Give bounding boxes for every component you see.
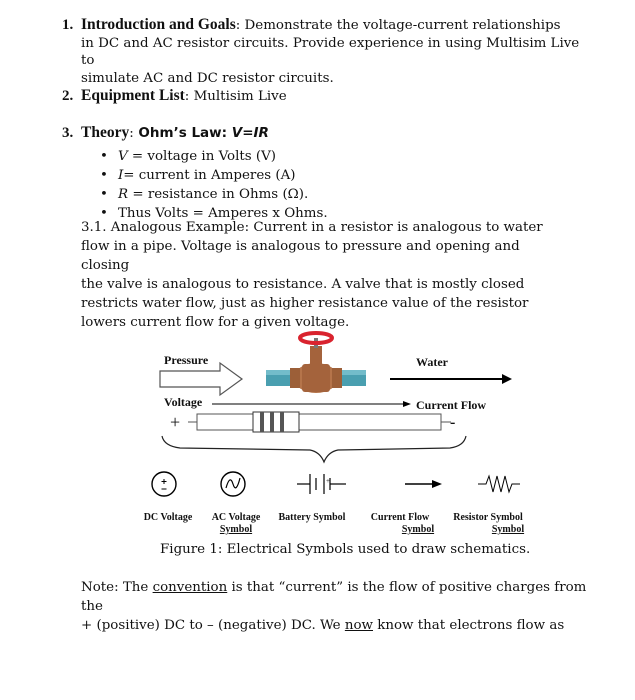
section-title: Equipment List (81, 87, 185, 104)
list-item: • R = resistance in Ohms (Ω). (100, 185, 328, 204)
section-equipment (62, 87, 582, 106)
section-text: simulate AC and DC resistor circuits. (81, 70, 334, 86)
pressure-label: Pressure (164, 353, 209, 367)
current-flow-label: Current Flow (416, 398, 487, 412)
resistor-symbol-label: Resistor Symbol Symbol (453, 512, 525, 535)
section-title: Introduction and Goals (81, 16, 236, 33)
section-text: : Multisim Live (184, 89, 287, 104)
section-introduction (62, 16, 582, 87)
current-flow-symbol-label: Current Flow Symbol (370, 512, 435, 535)
resistor-band (270, 412, 274, 432)
water-label: Water (416, 355, 448, 369)
plus-sign: + (170, 412, 181, 432)
battery-symbol-label: Battery Symbol (278, 512, 346, 523)
section-subtitle: Ohm’s Law: (133, 125, 232, 141)
analogous-example-paragraph: 3.1. Analogous Example: Current in a resistor is analogous to water flow in a pipe. Voltage is analogous to pressure and opening and closing the valve is analogous to resistance. A valve that is mostly closed restricts water flow, just as higher resistance value of the resistor lowers current flow for a given voltage. (81, 220, 543, 330)
resistor-band (260, 412, 264, 432)
water-arrowhead-icon (502, 374, 512, 384)
list-item: • I= current in Amperes (A) (100, 166, 328, 185)
section-number: 1. (62, 17, 74, 33)
ac-voltage-label: AC Voltage Symbol (211, 512, 261, 535)
list-item: • V = voltage in Volts (V) (100, 147, 328, 166)
resistor-symbol-icon (478, 476, 520, 492)
section-text: in DC and AC resistor circuits. Provide experience in using Multisim Live to (81, 35, 580, 68)
minus-sign: - (450, 414, 456, 431)
battery-symbol-icon (297, 474, 346, 494)
figure-caption: Figure 1: Electrical Symbols used to draw schematics. (160, 542, 531, 557)
note-paragraph: Note: The convention is that “current” is the flow of positive charges from the + (positive) DC to – (negative) DC. We now know that electrons flow as (81, 580, 587, 633)
section-number: 2. (62, 88, 74, 104)
dc-voltage-label: DC Voltage (143, 512, 193, 523)
battery-plus-sign: + (326, 477, 330, 485)
section-text: : Demonstrate the voltage-current relationships (235, 18, 561, 33)
resistor-body (197, 414, 441, 430)
section-theory (62, 124, 582, 143)
voltage-arrowhead-icon (403, 401, 411, 407)
section-colon: : (129, 126, 134, 141)
resistor-band (280, 412, 284, 432)
list-item: • Thus Volts = Amperes x Ohms. (100, 204, 328, 223)
voltage-label: Voltage (164, 395, 203, 409)
grouping-brace (162, 436, 466, 462)
section-title: Theory (81, 124, 130, 141)
ohms-law-formula: V=IR (231, 125, 269, 141)
theory-bullet-list (100, 147, 328, 223)
section-number: 3. (62, 125, 74, 141)
figure-electrical-symbols (120, 328, 540, 550)
